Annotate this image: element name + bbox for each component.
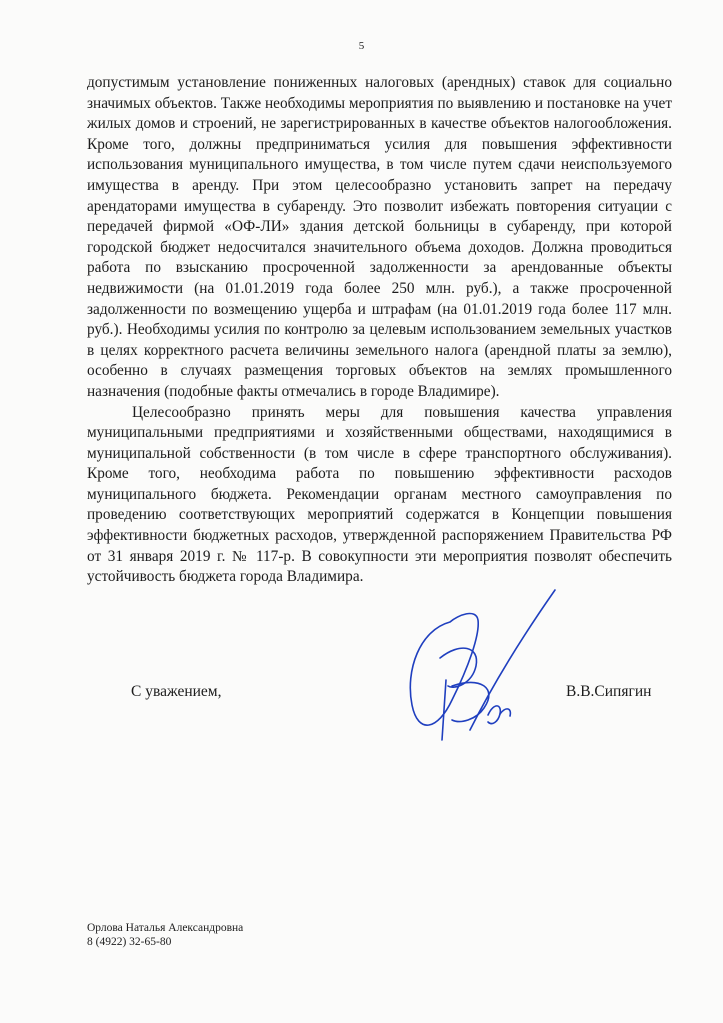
handwritten-signature (380, 580, 590, 760)
letter-body (87, 73, 672, 588)
contact-phone: 8 (4922) 32-65-80 (87, 936, 172, 948)
paragraph-1: допустимым установление пониженных налоговых (арендных) ставок для социально значимых объектов. Также необходимы мероприятия по выявлению и постановке на учет жилых домов и строений, не зарегистрированных в качестве объектов налогообложения. Кроме того, должны предприниматься усилия для повышения эффективности использования муниципального имущества, в том числе путем сдачи неиспользуемого имущества в аренду. При этом целесообразно установить запрет на передачу арендаторами имущества в субаренду. Это позволит избежать повторения ситуации с передачей фирмой «ОФ-ЛИ» здания детской больницы в субаренду, при которой городской бюджет недосчитался значительного объема доходов. Должна проводиться работа по взысканию просроченной задолженности за арендованные объекты недвижимости (на 01.01.2019 года более 250 млн. руб.), а также просроченной задолженности по возмещению ущерба и штрафам (на 01.01.2019 года более 117 млн. руб.). Необходимы усилия по контролю за целевым использованием земельных участков в целях корректного расчета величины земельного налога (арендной платы за землю), особенно в случаях размещения торговых объектов на землях промышленного назначения (подобные факты отмечались в городе Владимире). (87, 74, 672, 400)
paragraph-2: Целесообразно принять меры для повышения качества управления муниципальными предприятиями и хозяйственными обществами, находящимися в муниципальной собственности (в том числе в сфере транспортного обслуживания). Кроме того, необходима работа по повышению эффективности расходов муниципального бюджета. Рекомендации органам местного самоуправления по проведению соответствующих мероприятий содержатся в Концепции повышения эффективности бюджетных расходов, утвержденной распоряжением Правительства РФ от 31 января 2019 г. № 117-р. В совокупности эти мероприятия позволят обеспечить устойчивость бюджета города Владимира. (87, 403, 672, 586)
contact-name: Орлова Наталья Александровна (87, 922, 244, 934)
page-number: 5 (358, 40, 365, 52)
signer-name: В.В.Сипягин (566, 683, 652, 700)
closing-phrase: С уважением, (131, 683, 222, 700)
contact-block (87, 921, 243, 949)
